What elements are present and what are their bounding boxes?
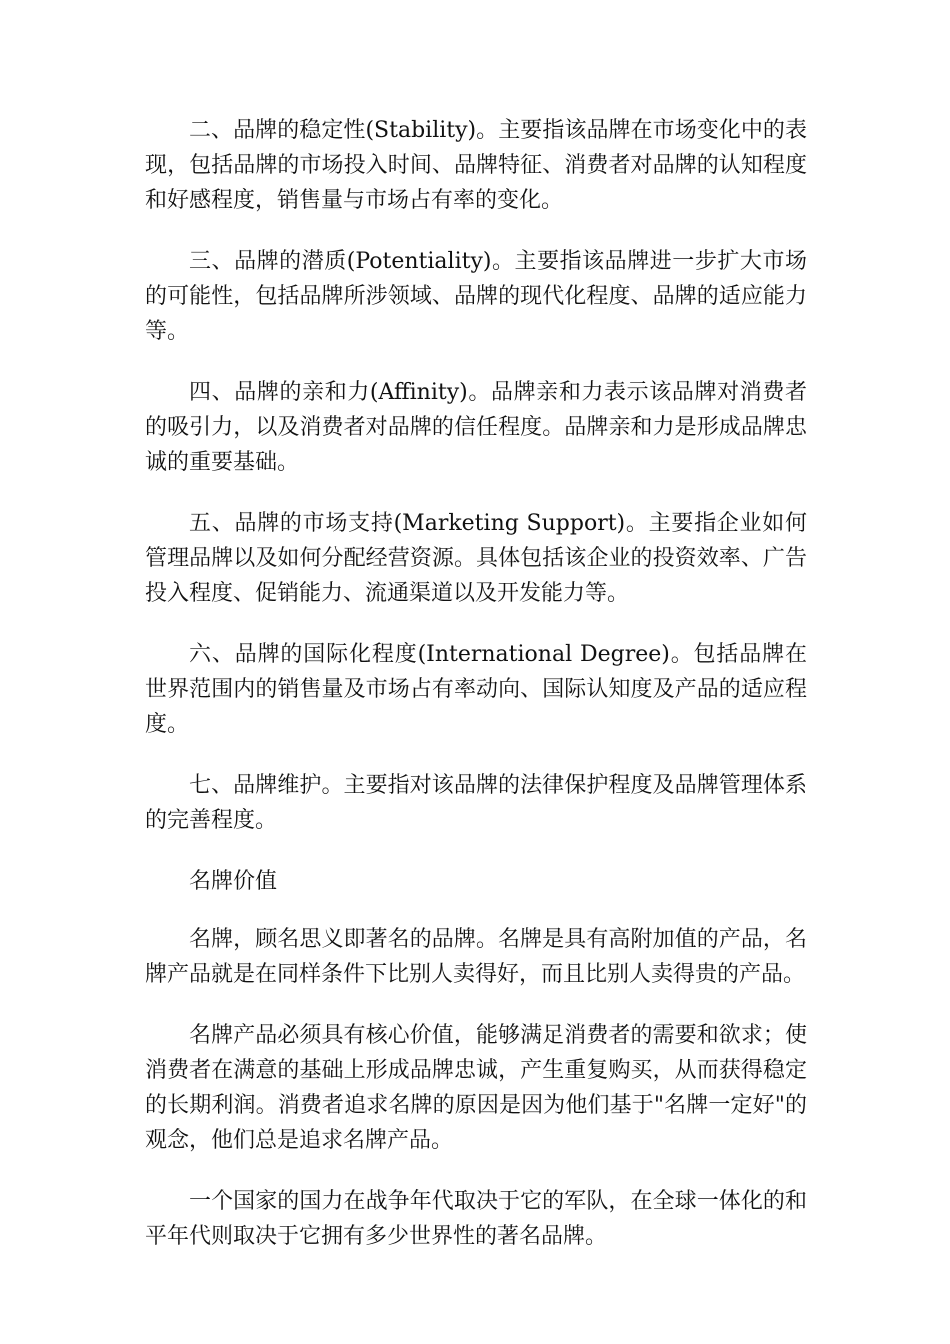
- paragraph-brand-definition: 名牌，顾名思义即著名的品牌。名牌是具有高附加值的产品，名牌产品就是在同样条件下比别人卖得好，而且比别人卖得贵的产品。: [145, 927, 807, 987]
- paragraph-potentiality: 三、品牌的潜质(Potentiality)。主要指该品牌进一步扩大市场的可能性，包括品牌所涉领域、品牌的现代化程度、品牌的适应能力等。: [145, 249, 807, 344]
- section-heading-brand-value: 名牌价值: [189, 869, 278, 894]
- paragraph-brand-maintenance: 七、品牌维护。主要指对该品牌的法律保护程度及品牌管理体系的完善程度。: [145, 773, 807, 833]
- paragraph-core-value: 名牌产品必须具有核心价值，能够满足消费者的需要和欲求；使消费者在满意的基础上形成品牌忠诚，产生重复购买，从而获得稳定的长期利润。消费者追求名牌的原因是因为他们基于"名牌一定好"的观念，他们总是追求名牌产品。: [145, 1023, 807, 1153]
- document-body: [145, 113, 807, 1280]
- paragraph-marketing-support: 五、品牌的市场支持(Marketing Support)。主要指企业如何管理品牌以及如何分配经营资源。具体包括该企业的投资效率、广告投入程度、促销能力、流通渠道以及开发能力等。: [145, 511, 807, 606]
- paragraph-national-power: 一个国家的国力在战争年代取决于它的军队，在全球一体化的和平年代则取决于它拥有多少世界性的著名品牌。: [145, 1189, 807, 1249]
- paragraph-affinity: 四、品牌的亲和力(Affinity)。品牌亲和力表示该品牌对消费者的吸引力，以及消费者对品牌的信任程度。品牌亲和力是形成品牌忠诚的重要基础。: [145, 380, 807, 475]
- paragraph-stability: 二、品牌的稳定性(Stability)。主要指该品牌在市场变化中的表现，包括品牌的市场投入时间、品牌特征、消费者对品牌的认知程度和好感程度，销售量与市场占有率的变化。: [145, 118, 807, 213]
- paragraph-international-degree: 六、品牌的国际化程度(International Degree)。包括品牌在世界范围内的销售量及市场占有率动向、国际认知度及产品的适应程度。: [145, 642, 807, 737]
